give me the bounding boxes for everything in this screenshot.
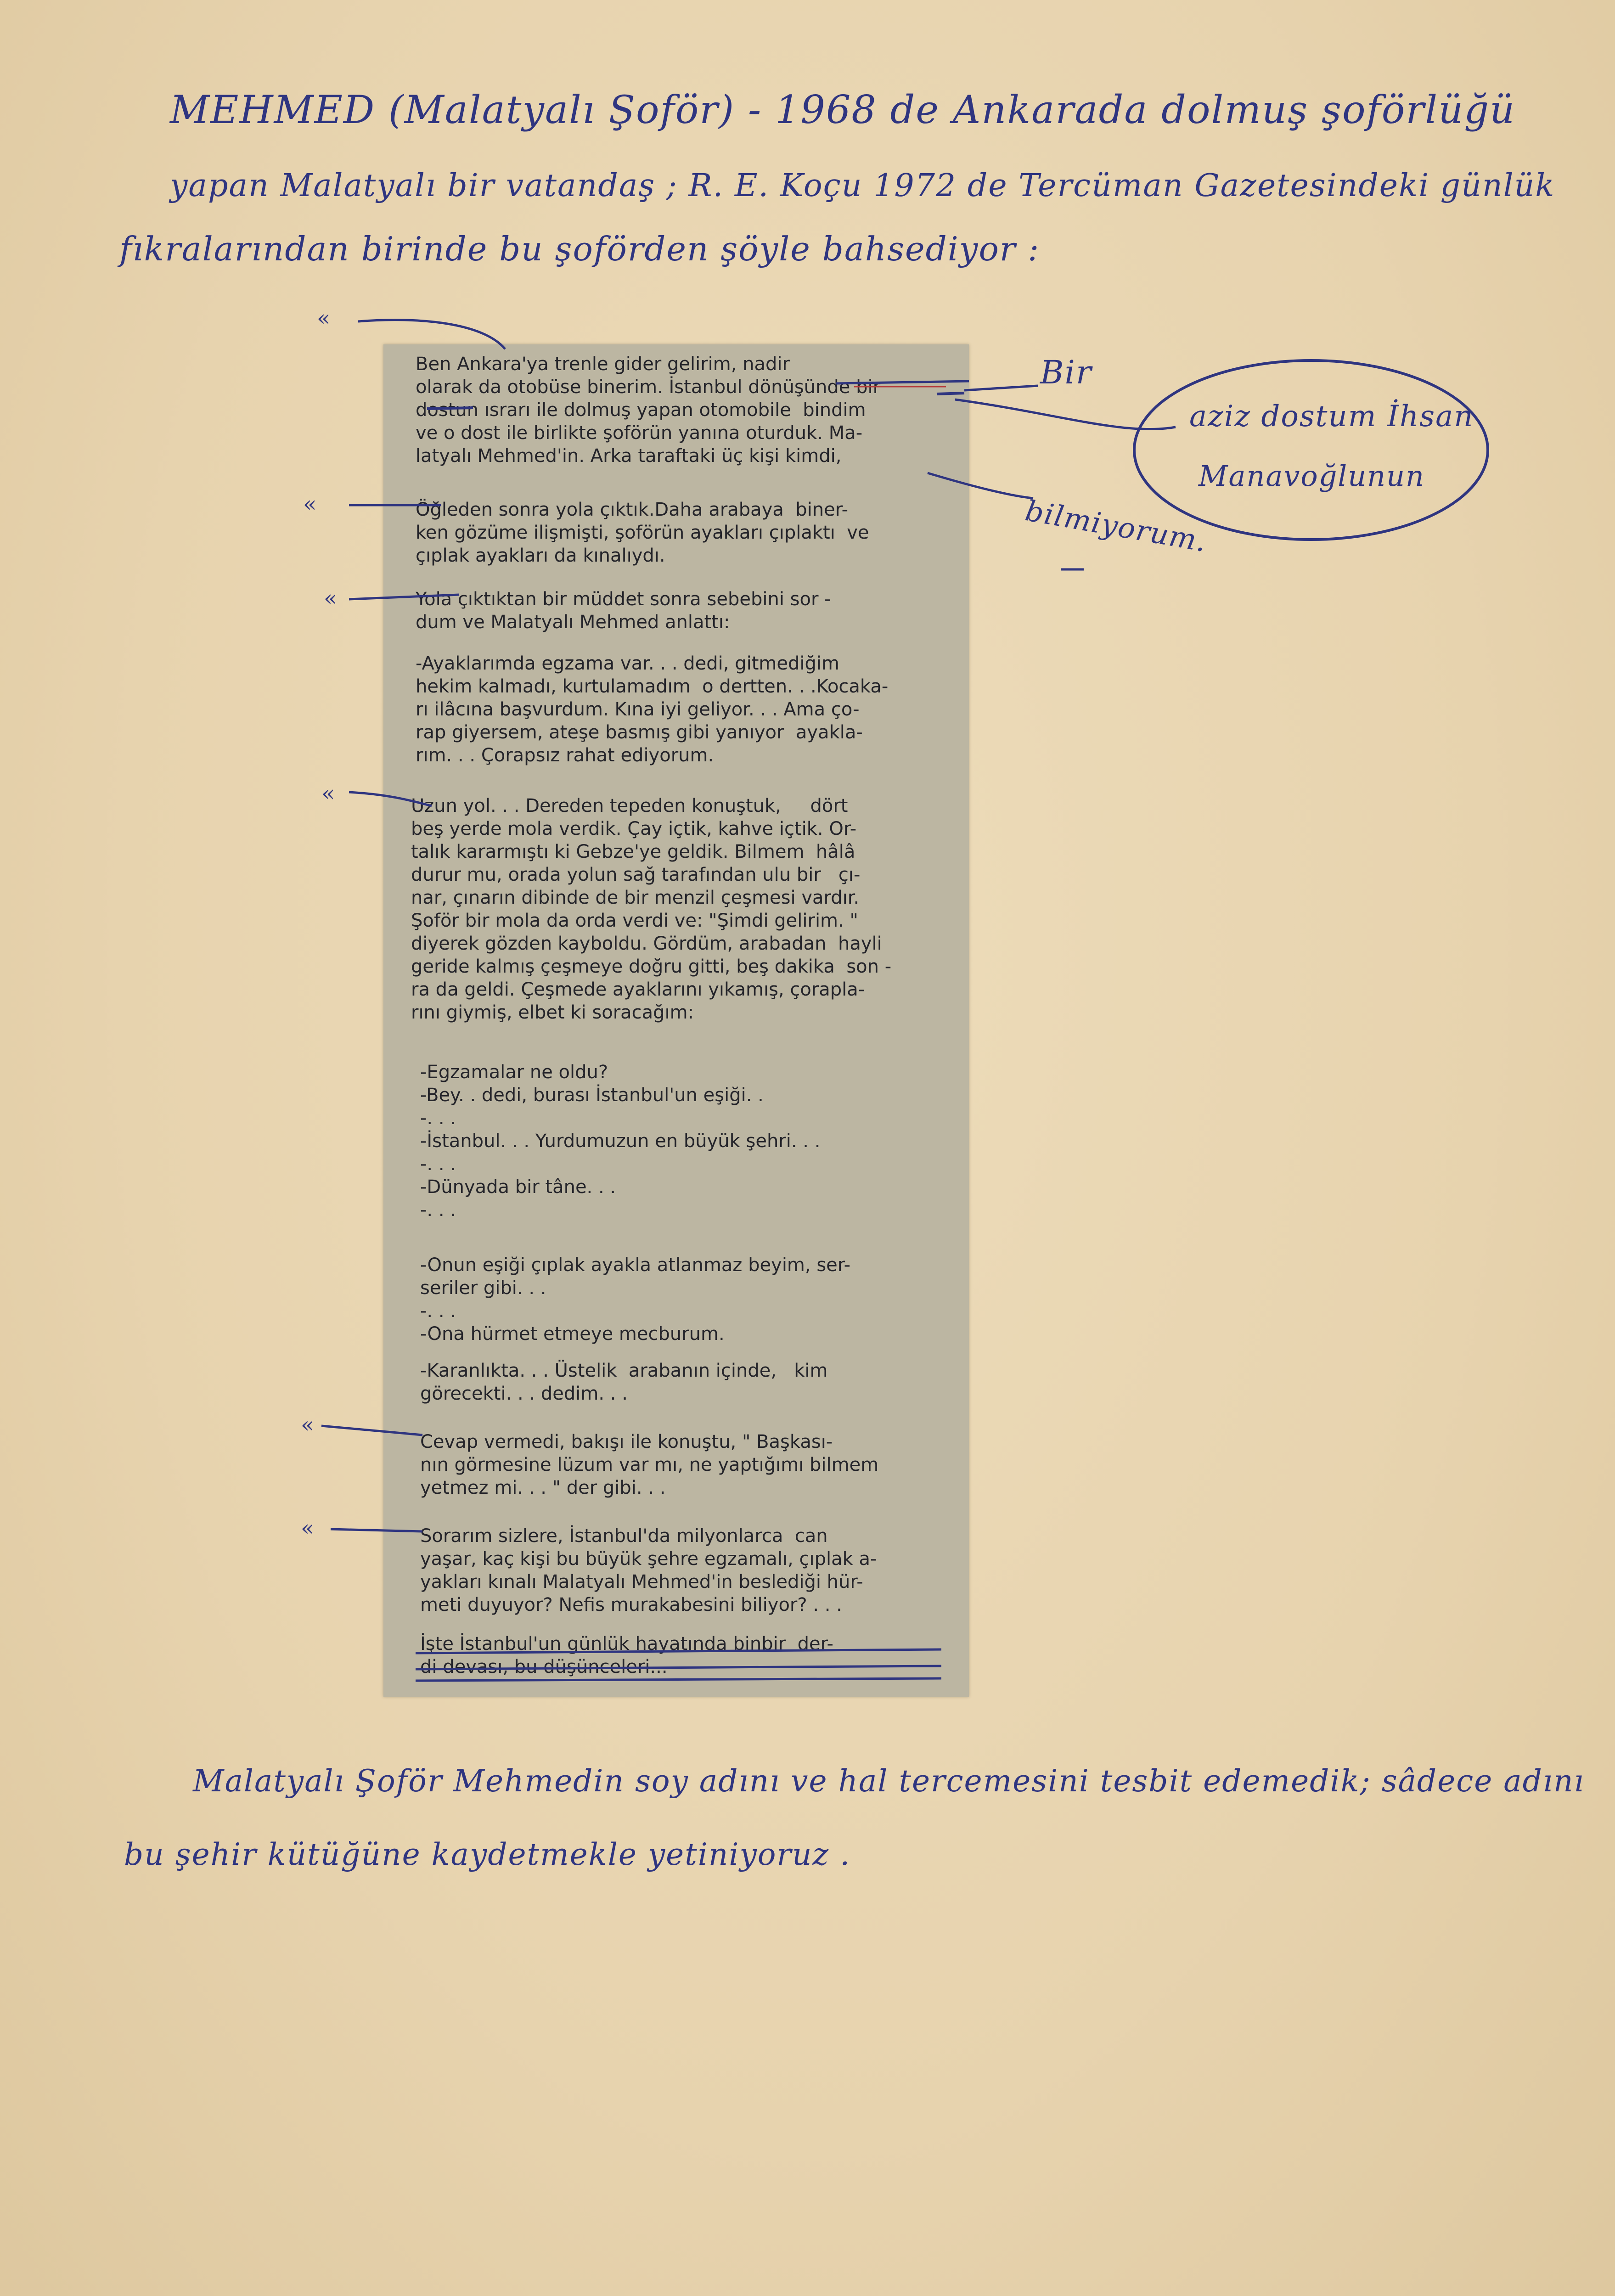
clipping-paragraph-1: Ben Ankara'ya trenle gider gelirim, nadir olarak da otobüse binerim. İstanbul dönüşünde bir dostun ısrarı ile dolmuş yapan otomobile bindim ve o dost ile birlikte şoförün yanına oturduk. Ma- latyalı Mehmed'in. Arka taraftaki üç kişi kimdi, <box>416 354 881 467</box>
clipping-paragraph-2: Öğleden sonra yola çıktık.Daha arabaya biner- ken gözüme ilişmişti, şoförün ayakları çıplaktı ve çıplak ayakları da kınalıydı. <box>416 499 869 566</box>
paragraph-marker-icon: « <box>301 1515 315 1541</box>
clipping-paragraph-9: Cevap vermedi, bakışı ile konuştu, " Başkası- nın görmesine lüzum var mı, ne yaptığımı bilmem yetmez mi. . . " der gibi. . . <box>420 1431 879 1498</box>
header-note-line-3: fıkralarından birinde bu şoförden şöyle bahsediyor : <box>119 230 1040 268</box>
paragraph-marker-icon: « <box>317 305 331 331</box>
header-note-line-1: MEHMED (Malatyalı Şoför) - 1968 de Ankarada dolmuş şoförlüğü <box>170 87 1516 132</box>
footer-note-line-2: bu şehir kütüğüne kaydetmekle yetiniyoruz . <box>124 1837 851 1872</box>
margin-note-circle-line-1: aziz dostum İhsan <box>1189 400 1474 433</box>
margin-note-bilmiyorum: bilmiyorum. <box>1023 494 1210 559</box>
margin-note-bir: Bir <box>1040 354 1092 391</box>
clipping-paragraph-3: Yola çıktıktan bir müddet sonra sebebini sor - dum ve Malatyalı Mehmed anlattı: <box>416 589 831 633</box>
clipping-paragraph-5: Uzun yol. . . Dereden tepeden konuştuk, dört beş yerde mola verdik. Çay içtik, kahve içtik. Or- talık kararmıştı ki Gebze'ye geldik. Bilmem hâlâ durur mu, orada yolun sağ tarafından ulu bir çı- nar, çınarın dibinde de bir menzil çeşmesi vardır. Şoför bir mola da orda verdi ve: "Şimdi gelirim. " diyerek gözden kayboldu. Gördüm, arabadan hayli geride kalmış çeşmeye doğru gitti, beş dakika son - ra da geldi. Çeşmede ayaklarını yıkamış, çorapla- rını giymiş, elbet ki soracağım: <box>411 795 892 1023</box>
margin-note-circle-line-2: Manavoğlunun <box>1199 459 1425 493</box>
clipping-paragraph-10: Sorarım sizlere, İstanbul'da milyonlarca can yaşar, kaç kişi bu büyük şehre egzamalı, çıplak a- yakları kınalı Malatyalı Mehmed'in beslediği hür- meti duyuyor? Nefis murakabesini biliyor? . . . <box>420 1525 877 1615</box>
paragraph-marker-icon: « <box>303 491 317 517</box>
clipping-paragraph-8: -Karanlıkta. . . Üstelik arabanın içinde, kim görecekti. . . dedim. . . <box>420 1360 828 1404</box>
clipping-paragraph-4: -Ayaklarımda egzama var. . . dedi, gitmediğim hekim kalmadı, kurtulamadım o dertten. . .Kocaka- rı ilâcına başvurdum. Kına iyi geliyor. . . Ama ço- rap giyersem, ateşe basmış gibi yanıyor ayakla- rım. . . Çorapsız rahat ediyorum. <box>416 653 889 766</box>
paragraph-marker-icon: « <box>324 585 338 611</box>
paragraph-marker-icon: « <box>301 1412 315 1438</box>
paragraph-marker-icon: « <box>321 781 335 806</box>
header-note-line-2: yapan Malatyalı bir vatandaş ; R. E. Koçu 1972 de Tercüman Gazetesindeki günlük <box>170 168 1555 204</box>
clipping-paragraph-7: -Onun eşiği çıplak ayakla atlanmaz beyim, ser- seriler gibi. . . -. . . -Ona hürmet etmeye mecburum. <box>420 1255 851 1345</box>
footer-note-line-1: Malatyalı Şoför Mehmedin soy adını ve hal tercemesini tesbit edemedik; sâdece adını <box>193 1763 1585 1799</box>
clipping-paragraph-6: -Egzamalar ne oldu? -Bey. . dedi, burası İstanbul'un eşiği. . -. . . -İstanbul. . . Yurdumuzun en büyük şehri. . . -. . . -Dünyada bir tâne. . . -. . . <box>420 1062 821 1221</box>
clipping-paragraph-11: İşte İstanbul'un günlük hayatında binbir der- di devası, bu düşünceleri... <box>420 1633 833 1677</box>
